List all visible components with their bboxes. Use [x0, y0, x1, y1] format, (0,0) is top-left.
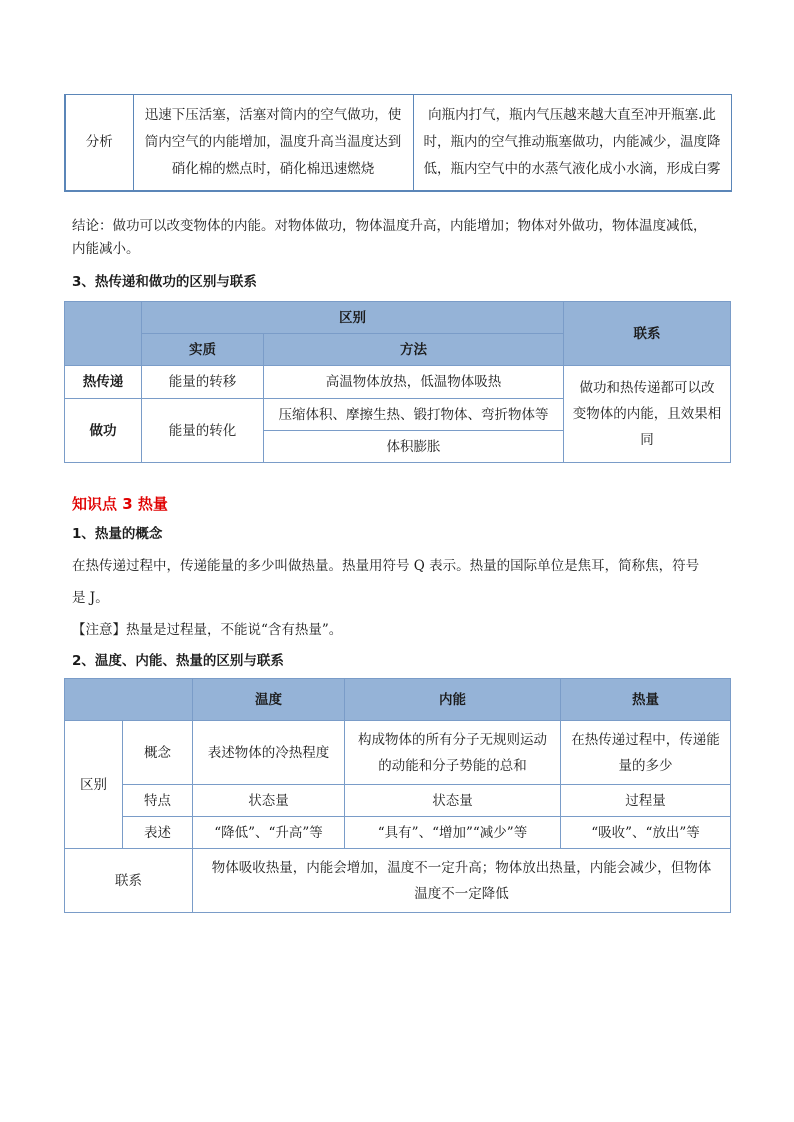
work-label: 做功: [65, 399, 142, 463]
express-temp: “降低”、“升高”等: [193, 817, 345, 849]
feature-heat: 过程量: [561, 785, 731, 817]
work-method-1: 压缩体积、摩擦生热、锻打物体、弯折物体等: [264, 399, 564, 431]
corner-cell: [65, 302, 142, 366]
heat-essence: 能量的转移: [142, 366, 264, 399]
temp-header: 温度: [193, 679, 345, 721]
express-label: 表述: [123, 817, 193, 849]
link-header: 联系: [564, 302, 731, 366]
work-method-2: 体积膨胀: [264, 431, 564, 463]
analysis-left-line: 硝化棉的燃点时，硝化棉迅速燃烧: [171, 160, 375, 177]
note-text: 【注意】热量是过程量，不能说“含有热量”。: [72, 622, 343, 638]
link-cell: [193, 849, 731, 913]
heat-header: 热量: [561, 679, 731, 721]
link-line: 物体吸收热量，内能会增加，温度不一定升高；物体放出热量，内能会减少，但物体: [211, 859, 712, 876]
conclusion-line-1: 结论：做功可以改变物体的内能。对物体做功，物体温度升高，内能增加；物体对外做功，物体温度减低，: [72, 218, 707, 234]
feature-temp: 状态量: [193, 785, 345, 817]
work-essence: 能量的转化: [142, 399, 264, 463]
heat-method: 高温物体放热，低温物体吸热: [264, 366, 564, 399]
concept-temp: 表述物体的冷热程度: [193, 721, 345, 785]
analysis-left-line: 筒内空气的内能增加，温度升高当温度达到: [144, 133, 402, 150]
analysis-right: [413, 95, 731, 191]
analysis-left: [133, 95, 413, 191]
temp-internal-heat-table: [64, 678, 731, 913]
analysis-right-line: 低，瓶内空气中的水蒸气液化成小水滴，形成白雾: [423, 160, 721, 177]
express-internal: “具有”、“增加”“减少”等: [345, 817, 561, 849]
method-header: 方法: [264, 334, 564, 366]
heat-transfer-label: 热传递: [65, 366, 142, 399]
essence-header: 实质: [142, 334, 264, 366]
link-line: 变物体的内能，且效果相: [572, 406, 722, 422]
link-cell: [564, 366, 731, 463]
internal-header: 内能: [345, 679, 561, 721]
conclusion-line-2: 内能减小。: [72, 241, 140, 257]
analysis-table: [64, 94, 732, 192]
express-heat: “吸收”、“放出”等: [561, 817, 731, 849]
link-label: 联系: [65, 849, 193, 913]
concept-internal: [345, 721, 561, 785]
corner-cell: [65, 679, 193, 721]
diff-header: 区别: [142, 302, 564, 334]
link-line: 做功和热传递都可以改: [579, 380, 715, 396]
analysis-left-line: 迅速下压活塞，活塞对筒内的空气做功，使: [144, 106, 402, 123]
concept-internal-line: 构成物体的所有分子无规则运动: [358, 731, 547, 748]
heat-concept-title: 1、热量的概念: [72, 526, 163, 542]
link-line: 温度不一定降低: [414, 885, 509, 902]
analysis-right-line: 向瓶内打气，瓶内气压越来越大直至冲开瓶塞.此: [428, 106, 716, 123]
concept-heat-line: 量的多少: [618, 757, 673, 774]
section-3-title: 3、热传递和做功的区别与联系: [72, 274, 257, 290]
concept-label: 概念: [123, 721, 193, 785]
feature-internal: 状态量: [345, 785, 561, 817]
concept-heat: [561, 721, 731, 785]
concept-heat-line: 在热传递过程中，传递能: [571, 731, 720, 748]
concept-internal-line: 的动能和分子势能的总和: [378, 757, 527, 774]
diff-label: 区别: [65, 721, 123, 849]
analysis-right-line: 时，瓶内的空气推动瓶塞做功，内能减少，温度降: [423, 133, 721, 150]
link-line: 同: [640, 432, 654, 448]
temp-internal-heat-title: 2、温度、内能、热量的区别与联系: [72, 653, 284, 669]
heat-definition-line-2: 是 J。: [72, 590, 109, 606]
feature-label: 特点: [123, 785, 193, 817]
heat-transfer-work-table: [64, 301, 731, 463]
analysis-label: 分析: [65, 95, 133, 191]
knowledge-point-3-title: 知识点 3 热量: [72, 495, 168, 513]
heat-definition-line-1: 在热传递过程中，传递能量的多少叫做热量。热量用符号 Q 表示。热量的国际单位是焦耳，简称焦，符号: [72, 558, 700, 574]
